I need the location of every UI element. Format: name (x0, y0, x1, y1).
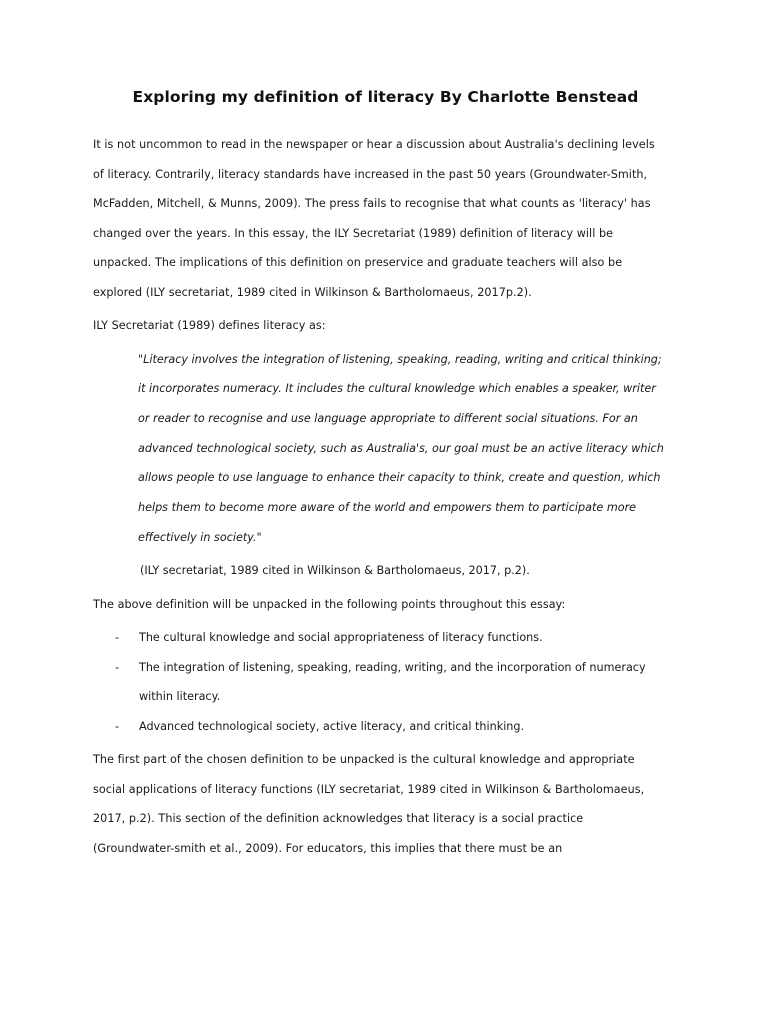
quote-citation: (ILY secretariat, 1989 cited in Wilkinson & Bartholomaeus, 2017, p.2). (140, 564, 530, 578)
document-title: Exploring my definition of literacy By Charlotte Benstead (132, 88, 639, 106)
list-item-text: The integration of listening, speaking, reading, writing, and the incorporation of numeracy within literacy. (139, 660, 646, 704)
intro-paragraph: It is not uncommon to read in the newspaper or hear a discussion about Australia's declining levels of literacy. Contrarily, literacy standards have increased in the past 50 years (Groundwater-Smith, McFadden, Mitchell, & Munns, 2009). The press fails to recognise that what counts as 'literacy' has changed over the years. In this essay, the ILY Secretariat (1989) definition of literacy will be unpacked. The implications of this definition on preservice and graduate teachers will also be explored (ILY secretariat, 1989 cited in Wilkinson & Bartholomaeus, 2017p.2). (93, 138, 655, 299)
definition-quote: "Literacy involves the integration of listening, speaking, reading, writing and critical thinking; it incorporates numeracy. It includes the cultural knowledge which enables a speaker, writer or reader to recognise and use language appropriate to different social situations. For an advanced technological society, such as Australia's, our goal must be an active literacy which allows people to use language to enhance their capacity to think, create and question, which helps them to become more aware of the world and empowers them to participate more effectively in society." (138, 352, 664, 544)
list-item (93, 623, 664, 653)
definition-lead-in: ILY Secretariat (1989) defines literacy as: (93, 319, 326, 332)
points-intro: The above definition will be unpacked in the following points throughout this essay: (93, 597, 566, 611)
bullet-dash: - (115, 631, 120, 645)
list-item-text: Advanced technological society, active literacy, and critical thinking. (139, 719, 525, 733)
list-item (93, 712, 664, 742)
list-item (93, 653, 664, 712)
bullet-dash: - (115, 719, 120, 733)
list-item-text: The cultural knowledge and social appropriateness of literacy functions. (139, 631, 543, 645)
bullet-dash: - (115, 660, 120, 674)
section-one-paragraph: The first part of the chosen definition to be unpacked is the cultural knowledge and appropriate social applications of literacy functions (ILY secretariat, 1989 cited in Wilkinson & Bartholomaeus, 2017, p.2). This section of the definition acknowledges that literacy is a social practice (Groundwater-smith et al., 2009). For educators, this implies that there must be an (93, 753, 645, 855)
points-list (93, 623, 664, 741)
